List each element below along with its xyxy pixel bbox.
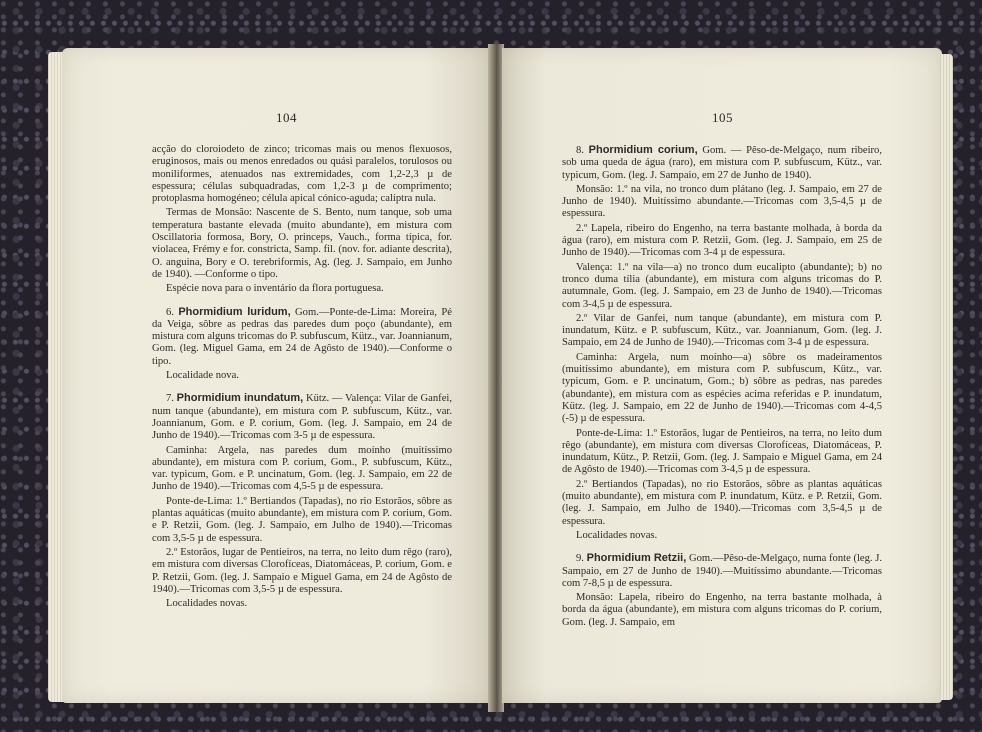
paragraph-text: Gom. — Pêso-de-Melgaço, num ribeiro, sob uma queda de água (raro), em mistura com P. subfuscum, Kütz., var. typicum, Gom. (leg. J. Sampaio, em 27 de Junho de 1940). <box>562 145 882 181</box>
species-name: Phormidium corium, <box>588 144 698 156</box>
paragraph-text: Localidades novas. <box>576 529 658 541</box>
paragraph <box>152 283 452 295</box>
right-page <box>502 48 942 703</box>
entry-number: 9. <box>576 553 584 565</box>
paragraph-text: Localidades novas. <box>166 598 248 610</box>
paragraph <box>152 207 452 281</box>
page-number: 105 <box>712 110 733 125</box>
paragraph <box>152 306 452 368</box>
paragraph <box>562 184 882 221</box>
paragraph <box>562 262 882 311</box>
paragraph <box>562 552 882 590</box>
paragraph-text: Gom.—Pêso-de-Melgaço, numa fonte (leg. J. Sampaio, em 27 de Junho de 1940).—Muitíssimo abundante.—Tricomas com 7-8,5 µ de espessura. <box>562 553 882 589</box>
paragraph-text: Ponte-de-Lima: 1.º Bertiandos (Tapadas), no rio Estorãos, sôbre as plantas aquáticas (muito abundante), em mistura com P. corium, Gom. e P. Retzii, Gom. (leg. J. Sampaio, em Julho de 1940).—Tricomas com 3,5-5 µ de espessura. <box>152 495 452 544</box>
left-page <box>62 48 490 703</box>
paragraph <box>562 428 882 477</box>
page-number: 104 <box>276 110 297 125</box>
paragraph <box>152 445 452 494</box>
species-name: Phormidium luridum, <box>178 305 291 318</box>
species-name: Phormidium Retzii, <box>586 552 687 565</box>
paragraph <box>562 479 882 528</box>
paragraph-text: acção do cloroiodeto de zinco; tricomas mais ou menos flexuosos, eruginosos, mais ou menos enredados ou quási paralelos, torulosos ou moniliformes, atenuados nas extremidades, com 1,2-2,3 µ de espessura; células subquadradas, com 1,2-3 µ de comprimento; protoplasma homogéneo; célula apical cónico-aguda; calíptra nula. <box>152 144 452 205</box>
paragraph <box>152 144 452 205</box>
paragraph-text: Termas de Monsão: Nascente de S. Bento, num tanque, sob uma temperatura bastante elevada (muito abundante), em mistura com Oscillatoria formosa, Bory, O. princeps, Vauch., forma típica, for. violacea, Frémy e for. constricta, Samp. fil. (nov. for. adiante descrita), O. anguina, Bory e O. terebriformis, Ag. (leg. J. Sampaio, em Junho de 1940). —Conforme o tipo. <box>152 207 452 280</box>
paragraph-text: Caminha: Argela, nas paredes dum moínho (muitíssimo abundante), em mistura com P. corium, Gom., P. subfuscum, Kütz., var. typicum, Gom. e P. uncinatum, Gom. (leg. J. Sampaio, em 22 de Junho de 1940).—Tricomas com 4,5-5 µ de espessura. <box>152 444 452 493</box>
page-text <box>562 144 882 631</box>
paragraph-text: Monsão: 1.º na vila, no tronco dum plátano (leg. J. Sampaio, em 27 de Junho de 1940). Muitíssimo abundante.—Tricomas com 3,5-4,5 µ de espessura. <box>562 183 882 220</box>
paragraph-text: Localidade nova. <box>166 370 239 382</box>
paragraph-text: Valença: 1.º na vila—a) no tronco dum eucalipto (abundante); b) no tronco duma tília (abundante), em mistura com alguns tricomas do P. autumnale, Gom. (leg. J. Sampaio, em 23 de Junho de 1940).—Tricomas com 3-4,5 µ de espessura. <box>562 261 882 310</box>
paragraph-text: Monsão: Lapela, ribeiro do Engenho, na terra bastante molhada, à borda da água (abundante), em mistura com alguns tricomas do P. corium, Gom. (leg. J. Sampaio, em <box>562 592 882 628</box>
species-name: Phormidium inundatum, <box>176 392 304 405</box>
entry-number: 6. <box>166 306 174 318</box>
paragraph-text: Caminha: Argela, num moínho—a) sôbre os madeiramentos (muitíssimo abundante), em mistura com P. subfuscum, Kütz., var. typicum, Gom. e P. uncinatum, Gom.; b) sôbre as pedras, nas paredes (abundante), em mistura com as espécies acima referidas e P. inundatum, Kütz. (leg. J. Sampaio, em 22 de Junho de 1940).—Tricomas com 4-4,5 (-5) µ de espessura. <box>562 351 882 425</box>
paragraph-text: Ponte-de-Lima: 1.º Estorãos, lugar de Pentieiros, na terra, no leito dum rêgo (abundante), em mistura com diversas Clorofíceas, Diatomáceas, P. inundatum, Kütz., P. Retzii, Gom. (leg. J. Sampaio e Miguel Gama, em 24 de Agôsto de 1940).—Tricomas com 3-4,5 µ de espessura. <box>562 427 882 476</box>
paragraph-text: 2.º Bertiandos (Tapadas), no rio Estorãos, sôbre as plantas aquáticas (muito abundante), em mistura com P. inundatum, Kütz. e P. Retzii, Gom. (leg. J. Sampaio, em Julho de 1940).—Tricomas com 3,5-4,5 µ de espessura. <box>562 478 882 527</box>
paragraph-text: Gom.—Ponte-de-Lima: Moreira, Pé da Veiga, sôbre as pedras das paredes dum poço (abundante), em mistura com alguns tricomas do P. subfuscum, Kütz., var. Joannianum, Gom. (leg. Miguel Gama, em 24 de Agôsto de 1940).—Conforme o tipo. <box>152 306 452 367</box>
paragraph-text: Espécie nova para o inventário da flora portuguesa. <box>166 283 384 295</box>
paragraph-text: 2.º Estorãos, lugar de Pentieiros, na terra, no leito dum rêgo (raro), em mistura com diversas Clorofíceas, Diatomáceas, P. corium, Gom. e P. Retzii, Gom. (leg. J. Sampaio e Miguel Gama, em 24 de Agôsto de 1940).—Tricomas com 3,5-5 µ de espessura. <box>152 546 452 595</box>
paragraph <box>152 370 452 382</box>
paragraph <box>562 223 882 260</box>
paragraph <box>562 530 882 542</box>
paragraph <box>152 598 452 610</box>
paragraph-text: Kütz. — Valença: Vilar de Ganfei, num tanque (abundante), em mistura com P. subfuscum, Kütz., var. Joannianum, Gom. e P. corium, Gom. (leg. J. Sampaio, em 24 de Junho de 1940).—Tricomas com 3-5 µ de espessura. <box>152 393 453 442</box>
paragraph <box>152 496 452 545</box>
paragraph <box>152 392 452 442</box>
paragraph-text: 2.º Vilar de Ganfei, num tanque (abundante), em mistura com P. inundatum, Kütz. e P. subfuscum, Kütz., var. Joannianum, Gom. (leg. J. Sampaio, em 24 de Junho de 1940).—Tricomas com 3-4 µ de espessura. <box>562 312 882 349</box>
paragraph <box>152 547 452 596</box>
page-edges-right <box>940 54 953 700</box>
open-book <box>48 40 953 712</box>
paragraph-text: 2.º Lapela, ribeiro do Engenho, na terra bastante molhada, à borda da água (raro), em mistura com P. Retzii, Gom. (leg. J. Sampaio, em 25 de Junho de 1940).—Tricomas com 3-4 µ de espessura. <box>562 222 882 259</box>
paragraph <box>562 352 882 426</box>
page-text <box>152 144 452 612</box>
paragraph <box>562 592 882 629</box>
entry-number: 8. <box>576 145 584 156</box>
entry-number: 7. <box>166 393 174 405</box>
paragraph <box>562 144 882 182</box>
paragraph <box>562 313 882 350</box>
